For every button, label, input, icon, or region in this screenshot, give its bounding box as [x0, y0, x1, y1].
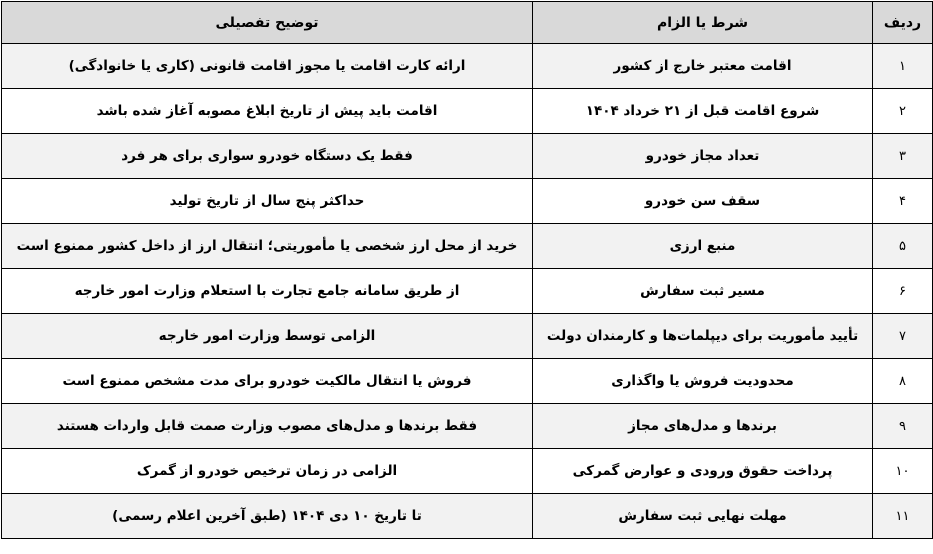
row-number: ۹ [873, 404, 933, 449]
table-row [2, 44, 933, 89]
row-number: ۸ [873, 359, 933, 404]
row-number: ۵ [873, 224, 933, 269]
row-description: حداکثر پنج سال از تاریخ تولید [2, 179, 533, 224]
table-row [2, 134, 933, 179]
row-number: ۶ [873, 269, 933, 314]
row-description: خرید از محل ارز شخصی یا مأموریتی؛ انتقال ارز از داخل کشور ممنوع است [2, 224, 533, 269]
table-row [2, 89, 933, 134]
row-condition: مسیر ثبت سفارش [533, 269, 873, 314]
row-number: ۱ [873, 44, 933, 89]
row-number: ۲ [873, 89, 933, 134]
table-row [2, 494, 933, 539]
row-number: ۴ [873, 179, 933, 224]
table-row [2, 314, 933, 359]
row-number: ۱۰ [873, 449, 933, 494]
conditions-table [1, 1, 933, 539]
table-row [2, 449, 933, 494]
row-description: الزامی توسط وزارت امور خارجه [2, 314, 533, 359]
row-number: ۳ [873, 134, 933, 179]
row-condition: تعداد مجاز خودرو [533, 134, 873, 179]
header-condition: شرط یا الزام [533, 2, 873, 44]
row-condition: محدودیت فروش یا واگذاری [533, 359, 873, 404]
row-description: تا تاریخ ۱۰ دی ۱۴۰۴ (طبق آخرین اعلام رسمی) [2, 494, 533, 539]
row-condition: مهلت نهایی ثبت سفارش [533, 494, 873, 539]
row-description: الزامی در زمان ترخیص خودرو از گمرک [2, 449, 533, 494]
row-condition: اقامت معتبر خارج از کشور [533, 44, 873, 89]
row-condition: برندها و مدل‌های مجاز [533, 404, 873, 449]
header-row-number: ردیف [873, 2, 933, 44]
row-condition: سقف سن خودرو [533, 179, 873, 224]
row-description: فروش یا انتقال مالکیت خودرو برای مدت مشخص ممنوع است [2, 359, 533, 404]
table-row [2, 224, 933, 269]
row-condition: شروع اقامت قبل از ۲۱ خرداد ۱۴۰۴ [533, 89, 873, 134]
header-description: توضیح تفصیلی [2, 2, 533, 44]
table-row [2, 269, 933, 314]
table-row [2, 359, 933, 404]
row-description: فقط برندها و مدل‌های مصوب وزارت صمت قابل واردات هستند [2, 404, 533, 449]
row-description: از طریق سامانه جامع تجارت با استعلام وزارت امور خارجه [2, 269, 533, 314]
row-condition: پرداخت حقوق ورودی و عوارض گمرکی [533, 449, 873, 494]
table-row [2, 404, 933, 449]
row-condition: تأیید مأموریت برای دیپلمات‌ها و کارمندان دولت [533, 314, 873, 359]
row-number: ۱۱ [873, 494, 933, 539]
table-row [2, 179, 933, 224]
table-header-row [2, 2, 933, 44]
row-number: ۷ [873, 314, 933, 359]
row-description: ارائه کارت اقامت یا مجوز اقامت قانونی (کاری یا خانوادگی) [2, 44, 533, 89]
row-condition: منبع ارزی [533, 224, 873, 269]
table-body [2, 44, 933, 539]
row-description: فقط یک دستگاه خودرو سواری برای هر فرد [2, 134, 533, 179]
row-description: اقامت باید پیش از تاریخ ابلاغ مصوبه آغاز شده باشد [2, 89, 533, 134]
